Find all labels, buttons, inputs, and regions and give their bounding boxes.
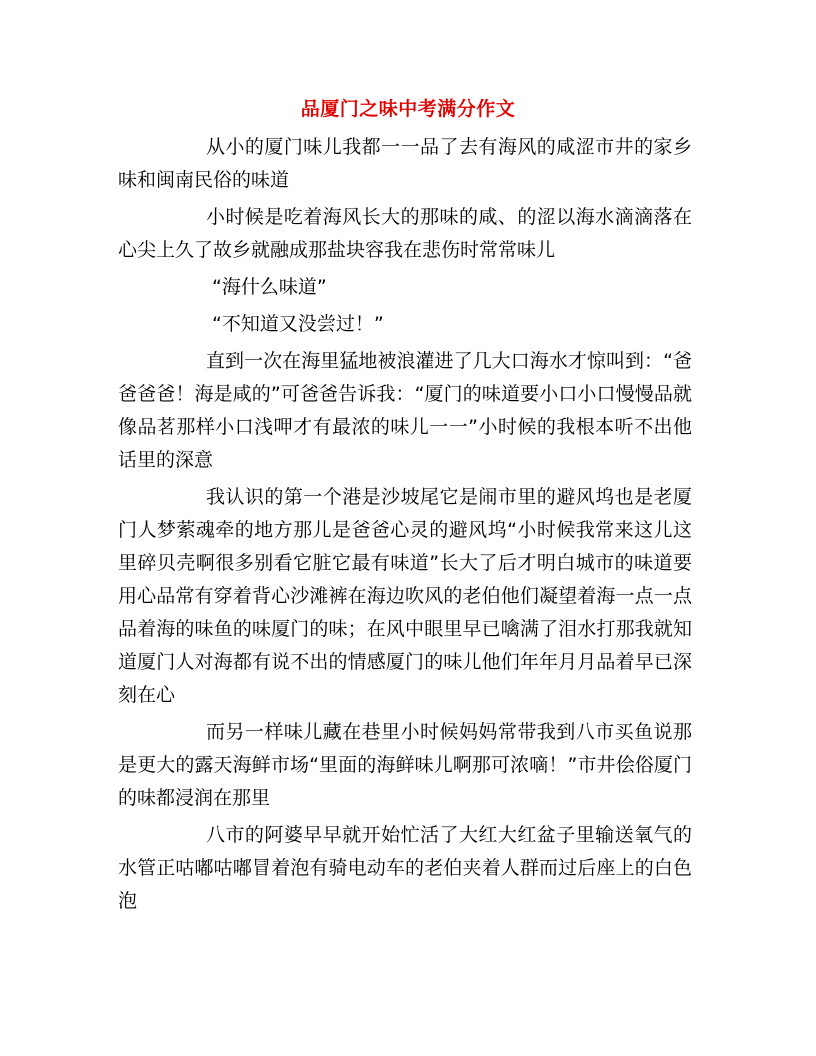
dialog-line: “海什么味道”	[212, 276, 327, 298]
paragraph: 我认识的第一个港是沙坡尾它是闹市里的避风坞也是老厦门人梦萦魂牵的地方那儿是爸爸心灵的避风坞“小时候我常来这儿这里碎贝壳啊很多别看它脏它最有味道”长大了后才明白城市的味道要用心品常有穿着背心沙滩裤在海边吹风的老伯他们凝望着海一点一点品着海的味鱼的味厦门的味；在风中眼里早已噙满了泪水打那我就知道厦门人对海都有说不出的情感厦门的味儿他们年年月月品着早已深刻在心	[118, 486, 692, 706]
paragraph: 从小的厦门味儿我都一一品了去有海风的咸涩市井的家乡味和闽南民俗的味道	[118, 136, 692, 191]
document-body	[118, 131, 692, 922]
paragraph: 八市的阿婆早早就开始忙活了大红大红盆子里输送氧气的水管正咕嘟咕嘟冒着泡有骑电动车的老伯夹着人群而过后座上的白色泡	[118, 824, 692, 912]
paragraph: 小时候是吃着海风长大的那味的咸、的涩以海水滴滴落在心尖上久了故乡就融成那盐块容我在悲伤时常常味儿	[118, 206, 692, 261]
dialog-line: “不知道又没尝过！”	[212, 313, 384, 335]
document-title: 品厦门之味中考满分作文	[300, 98, 516, 120]
paragraph: 而另一样味儿藏在巷里小时候妈妈常带我到八市买鱼说那是更大的露天海鲜市场“里面的海鲜味儿啊那可浓嘀！”市井侩俗厦门的味都浸润在那里	[118, 721, 692, 809]
paragraph: 直到一次在海里猛地被浪灌进了几大口海水才惊叫到：“爸爸爸爸！海是咸的”可爸爸告诉我：“厦门的味道要小口小口慢慢品就像品茗那样小口浅呷才有最浓的味儿一一”小时候的我根本听不出他话里的深意	[118, 350, 692, 471]
